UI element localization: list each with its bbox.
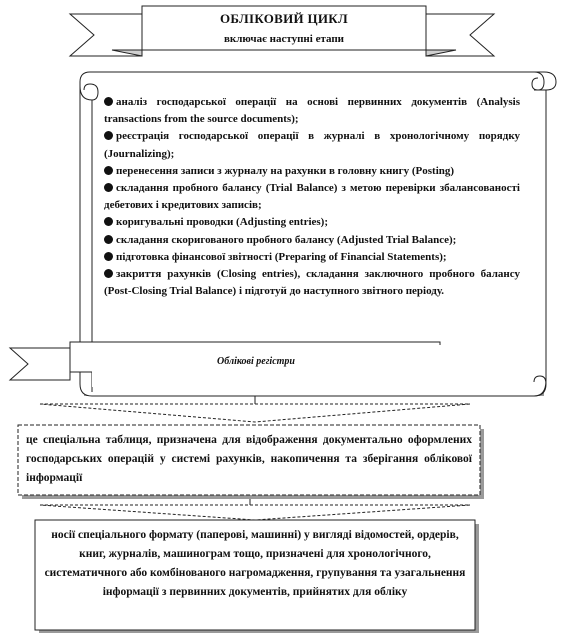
step-item xyxy=(104,94,520,128)
bullet-icon xyxy=(104,131,113,140)
media-definition xyxy=(35,520,475,630)
step-text: закриття рахунків (Closing entries), складання заключного пробного балансу (Post-Closing Trial Balance) і підготуй до наступного звітного періоду. xyxy=(104,268,520,298)
title-block xyxy=(142,6,426,50)
bullet-icon xyxy=(104,166,113,175)
step-item xyxy=(104,163,520,180)
step-item xyxy=(104,232,520,249)
bullet-icon xyxy=(104,183,113,192)
step-text: перенесення записи з журналу на рахунки в головну книгу (Posting) xyxy=(116,164,455,177)
step-item xyxy=(104,128,520,162)
registers-definition-text: це спеціальна таблиця, призначена для відображення документально оформлених господарських операцій у системі рахунків, накопичення та зберігання облікової інформації xyxy=(26,434,472,484)
bullet-icon xyxy=(104,269,113,278)
bullet-icon xyxy=(104,235,113,244)
step-item xyxy=(104,214,520,231)
registers-definition xyxy=(18,425,480,495)
registers-label: Облікові регістри xyxy=(217,356,295,367)
media-definition-text: носії спеціального формату (паперові, машинні) у вигляді відомостей, ордерів, книг, журналів, машинограм тощо, призначені для хронологічного, систематичного або комбінованого нагромадження, групування та узагальнення інформації з первинних документів, прийнятих для обліку xyxy=(44,529,466,598)
step-text: аналіз господарської операції на основі первинних документів (Analysis transactions from the source documents); xyxy=(104,96,520,126)
step-text: реєстрація господарської операції в журналі в хронологічному порядку (Journalizing); xyxy=(104,130,520,160)
step-item xyxy=(104,180,520,214)
page-title: ОБЛІКОВИЙ ЦИКЛ xyxy=(219,11,349,26)
step-item xyxy=(104,249,520,266)
step-text: підготовка фінансової звітності (Preparing of Financial Statements); xyxy=(116,250,447,263)
page-subtitle: включає наступні етапи xyxy=(223,33,345,45)
bullet-icon xyxy=(104,97,113,106)
step-text: складання пробного балансу (Trial Balance) з метою перевірки збалансованості дебетових і кредитових записів; xyxy=(104,182,520,212)
bullet-icon xyxy=(104,217,113,226)
step-text: коригувальні проводки (Adjusting entries); xyxy=(116,216,328,229)
step-text: складання скоригованого пробного балансу (Adjusted Trial Balance); xyxy=(116,233,457,246)
steps-list xyxy=(104,94,520,300)
bullet-icon xyxy=(104,252,113,261)
step-item xyxy=(104,266,520,300)
